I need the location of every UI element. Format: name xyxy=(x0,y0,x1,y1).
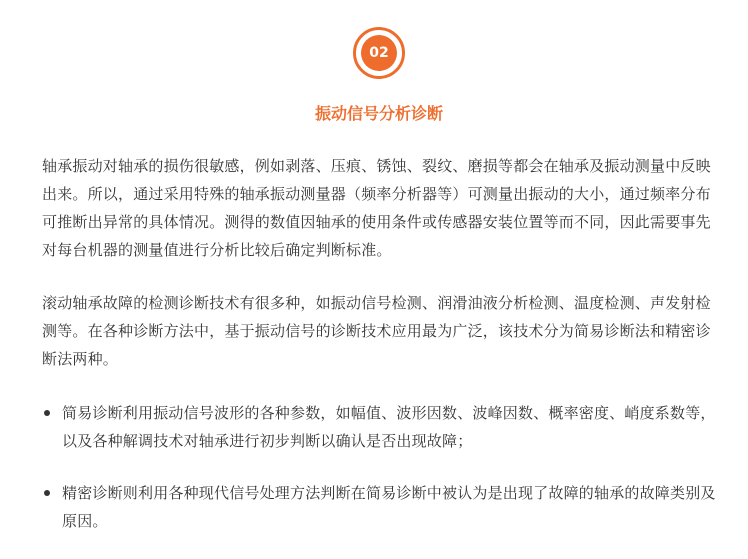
list-item-text: 简易诊断利用振动信号波形的各种参数，如幅值、波形因数、波峰因数、概率密度、峭度系数等，以及各种解调技术对轴承进行初步判断以确认是否出现故障； xyxy=(62,404,716,450)
list-item-simple-diagnosis xyxy=(42,399,720,455)
paragraph-diagnosis-methods: 滚动轴承故障的检测诊断技术有很多种，如振动信号检测、润滑油液分析检测、温度检测、声发射检测等。在各种诊断方法中，基于振动信号的诊断技术应用最为广泛，该技术分为简易诊断法和精密诊断法两种。 xyxy=(42,294,711,368)
section-number-badge xyxy=(353,27,405,79)
section-title: 振动信号分析诊断 xyxy=(314,104,443,123)
paragraph-vibration-sensitivity: 轴承振动对轴承的损伤很敏感，例如剥落、压痕、锈蚀、裂纹、磨损等都会在轴承及振动测量中反映出来。所以，通过采用特殊的轴承振动测量器（频率分析器等）可测量出振动的大小，通过频率分布可推断出异常的具体情况。测得的数值因轴承的使用条件或传感器安装位置等而不同，因此需要事先对每台机器的测量值进行分析比较后确定判断标准。 xyxy=(42,157,711,259)
section-number: 02 xyxy=(361,35,397,71)
list-item-precise-diagnosis xyxy=(42,479,720,535)
bullet-dot-icon xyxy=(44,410,50,416)
bullet-dot-icon xyxy=(44,490,50,496)
list-item-text: 精密诊断则利用各种现代信号处理方法判断在简易诊断中被认为是出现了故障的轴承的故障类别及原因。 xyxy=(62,484,716,530)
diagnosis-method-list xyxy=(42,399,720,559)
